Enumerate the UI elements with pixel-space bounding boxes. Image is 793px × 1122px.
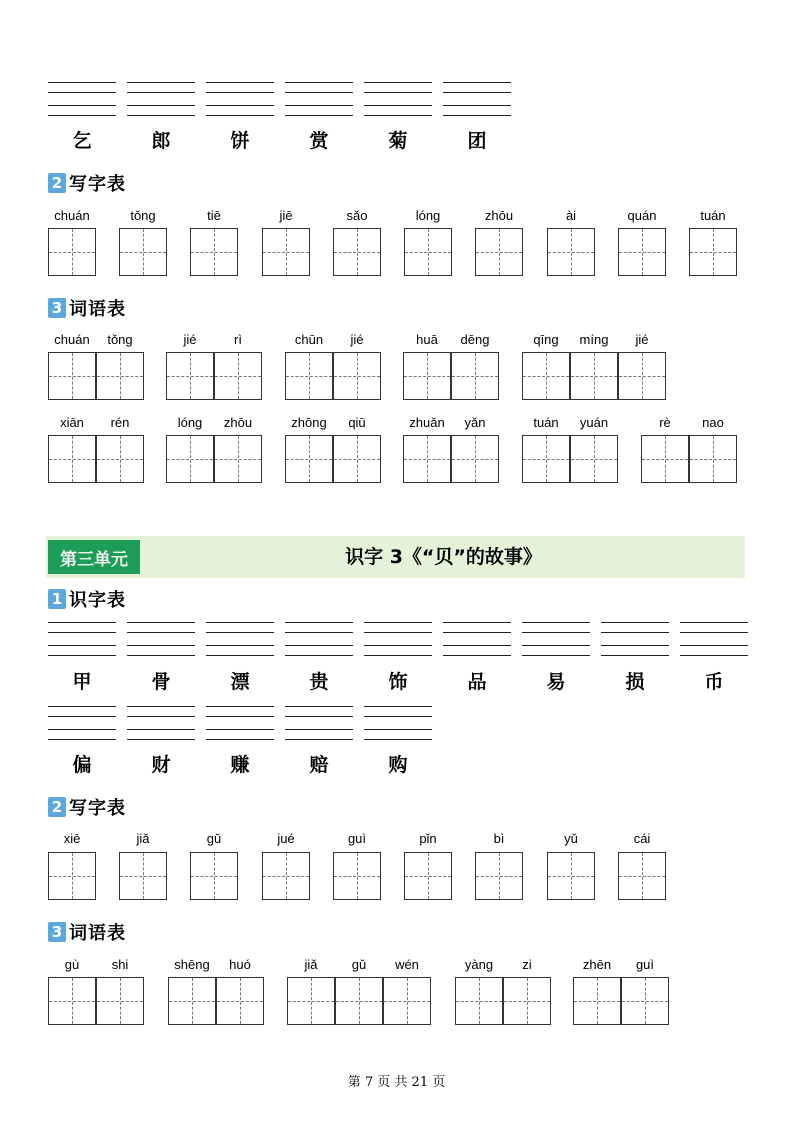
writing-box[interactable] (190, 852, 238, 900)
section-word-table (48, 921, 126, 943)
pinyin-label: tǒng (107, 332, 133, 347)
writing-lines (206, 82, 274, 116)
pinyin-label: yàng (464, 957, 494, 972)
writing-lines (522, 622, 590, 656)
word-box[interactable] (383, 977, 431, 1025)
box-guide (357, 436, 358, 482)
reading-character: 漂 (230, 671, 250, 693)
section-title: 写字表 (69, 798, 126, 819)
pinyin-label: zhuǎn (409, 415, 445, 430)
word-box[interactable] (333, 435, 381, 483)
section-number-badge: 3 (48, 298, 66, 318)
pinyin-label: xiē (63, 831, 81, 846)
writing-lines (127, 622, 195, 656)
pinyin-label: zhēn (582, 957, 612, 972)
writing-lines (364, 706, 432, 740)
writing-lines (443, 82, 511, 116)
word-box[interactable] (455, 977, 503, 1025)
word-box[interactable] (522, 352, 570, 400)
section-write-table (48, 172, 126, 194)
pinyin-label: yǎn (464, 415, 486, 430)
writing-lines (443, 622, 511, 656)
reading-character: 偏 (72, 754, 92, 776)
reading-character: 骨 (151, 671, 171, 693)
box-guide (240, 978, 241, 1024)
section-number-badge: 2 (48, 797, 66, 817)
box-guide (713, 229, 714, 275)
section-title: 识字表 (69, 590, 126, 611)
writing-lines (48, 706, 116, 740)
box-guide (642, 853, 643, 899)
box-guide (72, 436, 73, 482)
pinyin-label: tǒng (130, 208, 156, 223)
box-guide (309, 353, 310, 399)
section-number-badge: 3 (48, 922, 66, 942)
writing-box[interactable] (190, 228, 238, 276)
box-guide (359, 978, 360, 1024)
box-guide (190, 353, 191, 399)
box-guide (214, 853, 215, 899)
pinyin-label: lóng (177, 415, 203, 430)
box-guide (407, 978, 408, 1024)
reading-character: 财 (151, 754, 171, 776)
writing-box[interactable] (119, 228, 167, 276)
pinyin-label: wén (395, 957, 419, 972)
word-box[interactable] (166, 352, 214, 400)
reading-character: 饼 (230, 130, 250, 152)
box-guide (571, 229, 572, 275)
pinyin-label: gù (64, 957, 80, 972)
pinyin-label: cái (633, 831, 651, 846)
reading-character: 郎 (151, 130, 171, 152)
section-number-badge: 1 (48, 589, 66, 609)
section-write-table (48, 796, 126, 818)
word-box[interactable] (287, 977, 335, 1025)
writing-box[interactable] (48, 852, 96, 900)
writing-lines (127, 82, 195, 116)
writing-box[interactable] (404, 852, 452, 900)
box-guide (190, 436, 191, 482)
pinyin-label: guì (347, 831, 367, 846)
section-word-table (48, 297, 126, 319)
pinyin-label: qiū (348, 415, 366, 430)
writing-lines (206, 706, 274, 740)
box-guide (357, 353, 358, 399)
word-box[interactable] (503, 977, 551, 1025)
box-guide (597, 978, 598, 1024)
unit-tag: 第三单元 (48, 540, 140, 574)
pinyin-label: jié (635, 332, 649, 347)
box-guide (143, 229, 144, 275)
reading-character: 易 (546, 671, 566, 693)
reading-character: 乞 (72, 130, 92, 152)
pinyin-label: dēng (460, 332, 490, 347)
box-guide (72, 853, 73, 899)
word-box[interactable] (570, 435, 618, 483)
pinyin-label: jiǎ (304, 957, 318, 972)
box-guide (120, 978, 121, 1024)
writing-lines (364, 82, 432, 116)
word-box[interactable] (570, 352, 618, 400)
reading-character: 币 (704, 671, 724, 693)
writing-box[interactable] (475, 852, 523, 900)
pinyin-label: yuán (579, 415, 609, 430)
writing-box[interactable] (262, 852, 310, 900)
reading-character: 贵 (309, 671, 329, 693)
writing-box[interactable] (262, 228, 310, 276)
box-guide (238, 353, 239, 399)
writing-box[interactable] (333, 852, 381, 900)
pinyin-label: lóng (415, 208, 441, 223)
reading-character: 团 (467, 130, 487, 152)
word-box[interactable] (96, 977, 144, 1025)
pinyin-label: huó (229, 957, 251, 972)
box-guide (475, 436, 476, 482)
box-guide (642, 353, 643, 399)
pinyin-label: gǔ (351, 957, 367, 972)
box-guide (238, 436, 239, 482)
pinyin-label: rén (110, 415, 130, 430)
reading-character: 赔 (309, 754, 329, 776)
reading-character: 购 (388, 754, 408, 776)
reading-character: 损 (625, 671, 645, 693)
pinyin-label: jiē (279, 208, 293, 223)
pinyin-label: gǔ (206, 831, 222, 846)
writing-box[interactable] (333, 228, 381, 276)
word-box[interactable] (285, 435, 333, 483)
reading-character: 赏 (309, 130, 329, 152)
writing-lines (364, 622, 432, 656)
pinyin-label: tuán (533, 415, 559, 430)
writing-lines (285, 706, 353, 740)
word-box[interactable] (689, 435, 737, 483)
word-box[interactable] (451, 352, 499, 400)
box-guide (594, 436, 595, 482)
pinyin-label: shi (111, 957, 129, 972)
pinyin-label: rì (234, 332, 242, 347)
box-guide (665, 436, 666, 482)
pinyin-label: zhōng (291, 415, 327, 430)
word-box[interactable] (333, 352, 381, 400)
section-title: 写字表 (69, 174, 126, 195)
box-guide (713, 436, 714, 482)
box-guide (143, 853, 144, 899)
writing-box[interactable] (689, 228, 737, 276)
pinyin-label: ài (565, 208, 577, 223)
box-guide (72, 978, 73, 1024)
reading-character: 赚 (230, 754, 250, 776)
pinyin-label: nao (702, 415, 724, 430)
writing-lines (285, 622, 353, 656)
writing-lines (680, 622, 748, 656)
pinyin-label: jié (350, 332, 364, 347)
word-box[interactable] (168, 977, 216, 1025)
writing-lines (48, 82, 116, 116)
pinyin-label: bì (493, 831, 505, 846)
box-guide (120, 353, 121, 399)
word-box[interactable] (621, 977, 669, 1025)
word-box[interactable] (214, 352, 262, 400)
reading-character: 品 (467, 671, 487, 693)
word-box[interactable] (618, 352, 666, 400)
pinyin-label: quán (627, 208, 657, 223)
unit-banner (46, 536, 745, 578)
word-box[interactable] (214, 435, 262, 483)
word-box[interactable] (96, 352, 144, 400)
word-box[interactable] (641, 435, 689, 483)
pinyin-label: sǎo (346, 208, 368, 223)
box-guide (499, 853, 500, 899)
box-guide (427, 436, 428, 482)
writing-box[interactable] (618, 228, 666, 276)
pinyin-label: rè (659, 415, 671, 430)
box-guide (645, 978, 646, 1024)
pinyin-label: qīng (533, 332, 559, 347)
writing-box[interactable] (547, 852, 595, 900)
pinyin-label: chūn (294, 332, 324, 347)
box-guide (475, 353, 476, 399)
section-number-badge: 2 (48, 173, 66, 193)
box-guide (428, 853, 429, 899)
box-guide (546, 353, 547, 399)
writing-box[interactable] (119, 852, 167, 900)
writing-box[interactable] (404, 228, 452, 276)
lesson-title: 识字 3《“贝”的故事》 (345, 546, 542, 568)
word-box[interactable] (48, 352, 96, 400)
pinyin-label: jiǎ (136, 831, 150, 846)
box-guide (214, 229, 215, 275)
writing-box[interactable] (618, 852, 666, 900)
pinyin-label: míng (579, 332, 609, 347)
writing-lines (285, 82, 353, 116)
pinyin-label: shēng (174, 957, 210, 972)
word-box[interactable] (48, 435, 96, 483)
writing-lines (127, 706, 195, 740)
box-guide (527, 978, 528, 1024)
box-guide (309, 436, 310, 482)
pinyin-label: pǐn (419, 831, 437, 846)
box-guide (192, 978, 193, 1024)
section-title: 词语表 (69, 299, 126, 320)
pinyin-label: chuán (54, 332, 90, 347)
pinyin-label: chuán (54, 208, 90, 223)
box-guide (286, 229, 287, 275)
box-guide (72, 229, 73, 275)
word-box[interactable] (335, 977, 383, 1025)
box-guide (72, 353, 73, 399)
word-box[interactable] (216, 977, 264, 1025)
word-box[interactable] (285, 352, 333, 400)
box-guide (546, 436, 547, 482)
writing-lines (206, 622, 274, 656)
word-box[interactable] (522, 435, 570, 483)
word-box[interactable] (403, 352, 451, 400)
pinyin-label: zhōu (223, 415, 253, 430)
word-box[interactable] (403, 435, 451, 483)
box-guide (499, 229, 500, 275)
pinyin-label: guì (635, 957, 655, 972)
reading-character: 饰 (388, 671, 408, 693)
reading-character: 菊 (388, 130, 408, 152)
box-guide (642, 229, 643, 275)
box-guide (357, 853, 358, 899)
box-guide (286, 853, 287, 899)
word-box[interactable] (48, 977, 96, 1025)
word-box[interactable] (573, 977, 621, 1025)
section-read-table (48, 588, 126, 610)
box-guide (428, 229, 429, 275)
writing-lines (48, 622, 116, 656)
pinyin-label: tuán (700, 208, 726, 223)
pinyin-label: xiān (60, 415, 84, 430)
pinyin-label: yǔ (564, 831, 578, 846)
pinyin-label: tiē (207, 208, 221, 223)
box-guide (571, 853, 572, 899)
writing-box[interactable] (48, 228, 96, 276)
pinyin-label: zhōu (484, 208, 514, 223)
section-title: 词语表 (69, 923, 126, 944)
writing-box[interactable] (475, 228, 523, 276)
box-guide (479, 978, 480, 1024)
writing-lines (601, 622, 669, 656)
pinyin-label: huā (416, 332, 438, 347)
box-guide (427, 353, 428, 399)
box-guide (120, 436, 121, 482)
box-guide (311, 978, 312, 1024)
page-footer: 第 7 页 共 21 页 (347, 1075, 446, 1090)
reading-character: 甲 (72, 671, 92, 693)
pinyin-label: jué (277, 831, 295, 846)
word-box[interactable] (96, 435, 144, 483)
word-box[interactable] (451, 435, 499, 483)
pinyin-label: jié (183, 332, 197, 347)
box-guide (357, 229, 358, 275)
pinyin-label: zi (522, 957, 532, 972)
writing-box[interactable] (547, 228, 595, 276)
box-guide (594, 353, 595, 399)
word-box[interactable] (166, 435, 214, 483)
